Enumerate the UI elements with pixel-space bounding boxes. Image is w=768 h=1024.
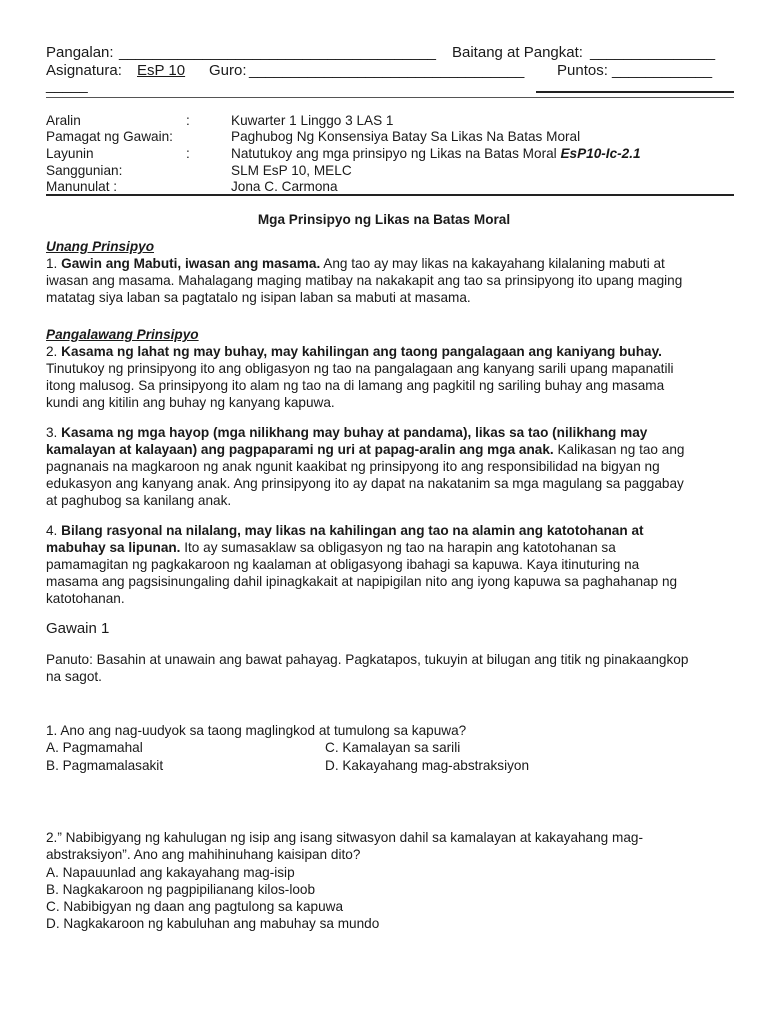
subject-label: Asignatura:	[46, 62, 122, 79]
paragraph-line: Tinutukoy ng prinsipyong ito ang obligasyon ng tao na pangalagaan ang kanyang sarili upang mapanatili	[46, 361, 674, 376]
meta-value: Paghubog Ng Konsensiya Batay Sa Likas Na Batas Moral	[231, 129, 581, 144]
question-1	[46, 722, 736, 739]
first-principle	[46, 238, 736, 306]
meta-label: Layunin	[46, 146, 94, 161]
meta-value: SLM EsP 10, MELC	[231, 163, 352, 178]
meta-colon: :	[186, 113, 190, 128]
grade-label: Baitang at Pangkat:	[452, 44, 583, 61]
paragraph-line: 2. Kasama ng lahat ng may buhay, may kahilingan ang taong pangalagaan ang kaniyang buhay.	[46, 344, 662, 359]
score-label: Puntos:	[557, 62, 608, 79]
header-rule-right	[536, 91, 734, 93]
melc-code: EsP10-Ic-2.1	[560, 146, 641, 161]
paragraph-line: pamamagitan ng pagkakaroon ng kaalaman at obligasyong ibahagi sa kapuwa. Kaya itinuturing na	[46, 557, 640, 572]
question-text: 1. Ano ang nag-uudyok sa taong maglingkod at tumulong sa kapuwa?	[46, 723, 467, 738]
option-b[interactable]: B. Nagkakaroon ng pagpipilianang kilos-loob	[46, 882, 316, 897]
meta-value: Kuwarter 1 Linggo 3 LAS 1	[231, 113, 394, 128]
activity-instructions	[46, 651, 736, 685]
score-blank[interactable]: ____________	[612, 62, 713, 79]
option-c[interactable]: C. Nabibigyan ng daan ang pagtulong sa kapuwa	[46, 899, 344, 914]
paragraph-line: 3. Kasama ng mga hayop (mga nilikhang may buhay at pandama), likas sa tao (nilikhang may	[46, 425, 648, 440]
paragraph-line: at paghubog sa kanilang anak.	[46, 493, 232, 508]
small-line: _____	[46, 77, 88, 94]
paragraph-line: edukasyon ang kanyang anak. Ang prinsipyong ito ay dapat na nakatanim sa mga magulang sa paggabay	[46, 476, 684, 491]
meta-label: Manunulat :	[46, 179, 118, 194]
question-2	[46, 829, 736, 863]
option-d[interactable]: D. Nagkakaroon ng kabuluhan ang mabuhay sa mundo	[46, 916, 380, 931]
page-title: Mga Prinsipyo ng Likas na Batas Moral	[257, 212, 511, 227]
question-text: 2.” Nabibigyang ng kahulugan ng isip ang isang sitwasyon dahil sa kamalayan at kakayahang mag-	[46, 830, 643, 845]
meta-label: Aralin	[46, 113, 81, 128]
option-b[interactable]: B. Pagmamalasakit	[46, 758, 164, 773]
question-text: abstraksiyon”. Ano ang mahihinuhang kaisipan dito?	[46, 847, 361, 862]
fourth-principle	[46, 522, 736, 607]
header-divider	[46, 97, 734, 98]
paragraph-line: masama ang pagsisinungaling dahil ipinagkakait at napipigilan nito ang iyong kapuwa sa paghahanap ng	[46, 574, 678, 589]
section-heading: Unang Prinsipyo	[46, 239, 155, 254]
teacher-blank[interactable]: _________________________________	[249, 62, 525, 79]
activity-title: Gawain 1	[46, 620, 110, 637]
option-a[interactable]: A. Pagmamahal	[46, 740, 143, 755]
second-principle	[46, 326, 736, 411]
paragraph-line: itong malusog. Sa prinsipyong ito alam ng tao na di lamang ang pagkitil ng sariling buhay ang masama	[46, 378, 665, 393]
paragraph-line: matatag siya laban sa pagtatalo ng isipan laban sa mabuti at masama.	[46, 290, 471, 305]
paragraph-line: 4. Bilang rasyonal na nilalang, may likas na kahilingan ang tao na alamin ang katotohanan at	[46, 523, 644, 538]
meta-colon: :	[186, 146, 190, 161]
third-principle	[46, 424, 736, 509]
option-d[interactable]: D. Kakayahang mag-abstraksiyon	[325, 758, 530, 773]
paragraph-line: pagnanais na magkaroon ng anak ngunit kaakibat ng prinsipyong ito ang responsibilidad na bigyan ng	[46, 459, 660, 474]
option-c[interactable]: C. Kamalayan sa sarili	[325, 740, 461, 755]
grade-blank[interactable]: _______________	[590, 44, 716, 61]
paragraph-line: kundi ang kitilin ang buhay ng kanyang kapuwa.	[46, 395, 335, 410]
meta-divider	[46, 194, 734, 196]
meta-label: Pamagat ng Gawain:	[46, 129, 173, 144]
paragraph-line: iwasan ang masama. Mahalagang maging matibay na nakakapit ang tao sa prinsipyong ito upang maging	[46, 273, 683, 288]
name-blank[interactable]: ______________________________________	[119, 44, 437, 61]
instruction-line: Panuto: Basahin at unawain ang bawat pahayag. Pagkatapos, tukuyin at bilugan ang titik ng pinakaangkop	[46, 652, 689, 667]
name-label: Pangalan:	[46, 44, 114, 61]
instruction-line: na sagot.	[46, 669, 102, 684]
paragraph-line: katotohanan.	[46, 591, 125, 606]
paragraph-line: kamalayan at kalayaan) ang pagpaparami ng uri at papag-aralin ang mga anak. Kalikasan ng tao ang	[46, 442, 685, 457]
section-heading: Pangalawang Prinsipyo	[46, 327, 199, 342]
meta-value: Jona C. Carmona	[231, 179, 338, 194]
paragraph-line: 1. Gawin ang Mabuti, iwasan ang masama. Ang tao ay may likas na kakayahang kilalaning mabuti at	[46, 256, 665, 271]
option-a[interactable]: A. Napauunlad ang kakayahang mag-isip	[46, 865, 295, 880]
subject-value: EsP 10	[137, 62, 186, 79]
meta-value: Natutukoy ang mga prinsipyo ng Likas na Batas Moral EsP10-Ic-2.1	[231, 146, 641, 161]
paragraph-line: mabuhay sa lipunan. Ito ay sumasaklaw sa obligasyon ng tao na harapin ang katotohanan sa	[46, 540, 616, 555]
meta-label: Sanggunian:	[46, 163, 123, 178]
teacher-label: Guro:	[209, 62, 247, 79]
